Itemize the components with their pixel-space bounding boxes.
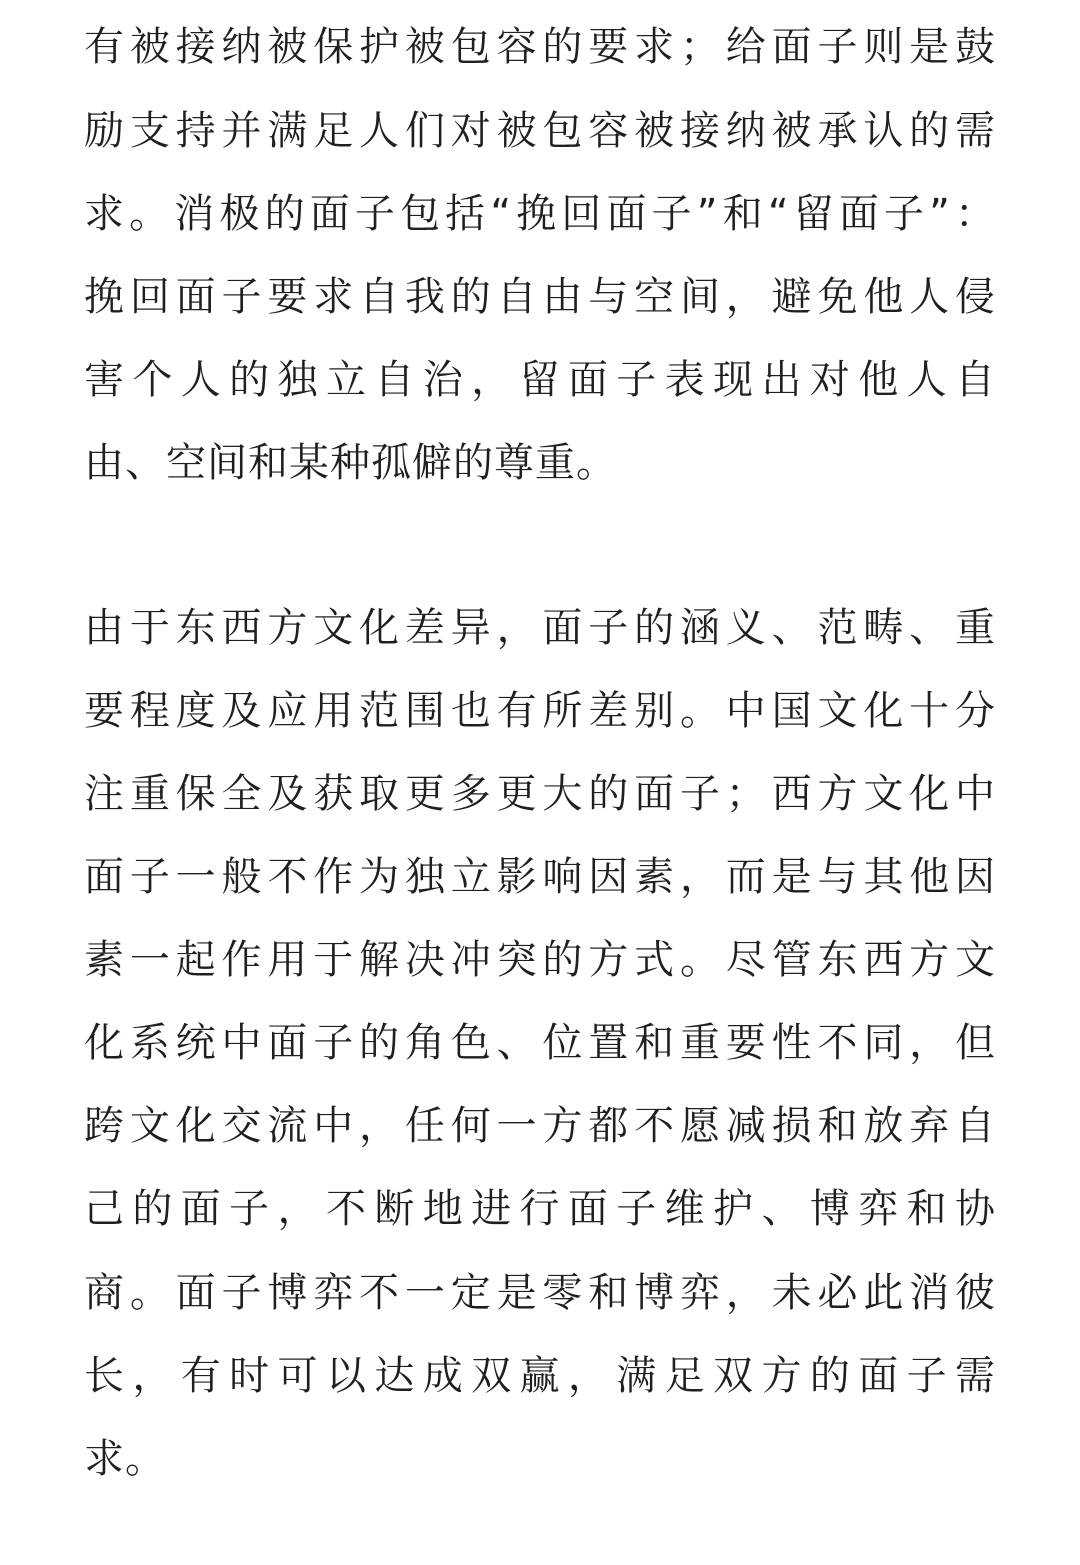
text-line: 有被接纳被保护被包容的要求；给面子则是鼓 <box>84 24 996 70</box>
text-line: 化系统中面子的角色、位置和重要性不同，但 <box>84 1020 996 1066</box>
text-line: 跨文化交流中，任何一方都不愿减损和放弃自 <box>84 1103 996 1149</box>
text-line: 求。 <box>84 1436 166 1482</box>
text-line: 害个人的独立自治，留面子表现出对他人自 <box>84 357 996 403</box>
text-line: 由于东西方文化差异，面子的涵义、范畴、重 <box>84 605 996 651</box>
text-line: 素一起作用于解决冲突的方式。尽管东西方文 <box>84 937 996 983</box>
text-line: 由、空间和某种孤僻的尊重。 <box>84 440 617 486</box>
text-line: 励支持并满足人们对被包容被接纳被承认的需 <box>84 108 996 154</box>
text-line: 商。面子博弈不一定是零和博弈，未必此消彼 <box>84 1270 996 1316</box>
text-line: 求。消极的面子包括“挽回面子”和“留面子”： <box>84 191 996 237</box>
text-line: 己的面子，不断地进行面子维护、博弈和协 <box>84 1186 996 1232</box>
text-line: 面子一般不作为独立影响因素，而是与其他因 <box>84 854 996 900</box>
text-line: 要程度及应用范围也有所差别。中国文化十分 <box>84 688 996 734</box>
text-line: 挽回面子要求自我的自由与空间，避免他人侵 <box>84 274 996 320</box>
text-line: 长，有时可以达成双赢，满足双方的面子需 <box>84 1353 996 1399</box>
text-line: 注重保全及获取更多更大的面子；西方文化中 <box>84 771 996 817</box>
